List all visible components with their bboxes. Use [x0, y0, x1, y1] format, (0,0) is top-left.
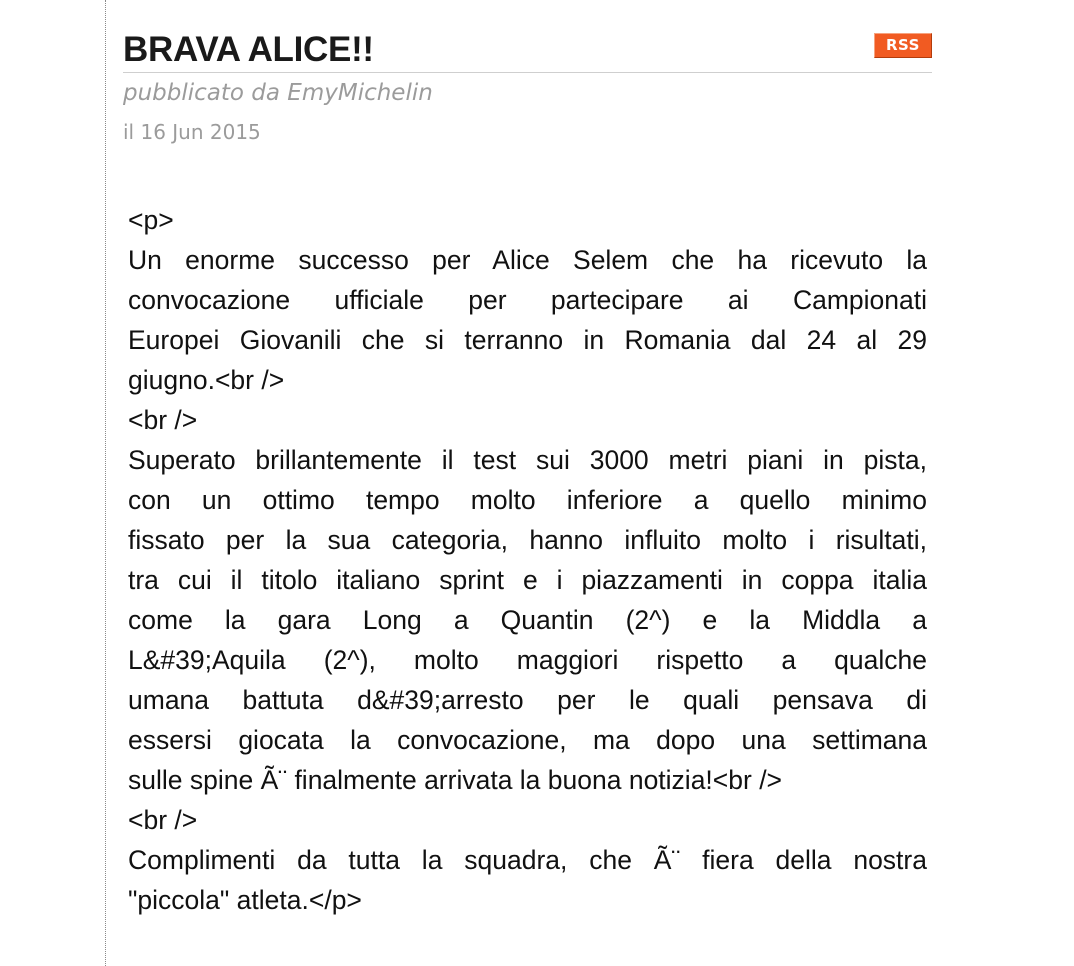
body-line: essersi giocata la convocazione, ma dopo una settimana — [128, 725, 927, 755]
post-header — [123, 28, 932, 73]
post-body — [128, 200, 927, 920]
body-line: Europei Giovanili che si terranno in Romania dal 24 al 29 — [128, 325, 927, 355]
page-left-border — [105, 0, 106, 966]
body-line: <br /> — [128, 405, 198, 435]
body-line: come la gara Long a Quantin (2^) e la Middla a — [128, 605, 927, 635]
body-line: convocazione ufficiale per partecipare ai Campionati — [128, 285, 927, 315]
body-line: L&#39;Aquila (2^), molto maggiori rispetto a qualche — [128, 645, 927, 675]
body-line: <br /> — [128, 805, 198, 835]
post-title: BRAVA ALICE!! — [123, 30, 374, 69]
body-line: umana battuta d&#39;arresto per le quali pensava di — [128, 685, 927, 715]
body-line: <p> — [128, 205, 174, 235]
body-line: tra cui il titolo italiano sprint e i piazzamenti in coppa italia — [128, 565, 927, 595]
body-line: giugno.<br /> — [128, 365, 285, 395]
post-byline: pubblicato da EmyMichelin — [123, 80, 433, 106]
post-date: il 16 Jun 2015 — [123, 120, 261, 144]
body-paragraph-1 — [128, 240, 927, 400]
post-header-block — [123, 28, 932, 145]
body-paragraph-3 — [128, 840, 927, 920]
body-line: sulle spine Ã¨ finalmente arrivata la buona notizia!<br /> — [128, 765, 783, 795]
body-line: "piccola" atleta.</p> — [128, 885, 362, 915]
rss-feed-button[interactable]: RSS — [874, 33, 932, 58]
body-line: Un enorme successo per Alice Selem che ha ricevuto la — [128, 245, 927, 275]
body-paragraph-2 — [128, 440, 927, 800]
body-line: fissato per la sua categoria, hanno influito molto i risultati, — [128, 525, 927, 555]
body-line: Superato brillantemente il test sui 3000 metri piani in pista, — [128, 445, 927, 475]
body-line: con un ottimo tempo molto inferiore a quello minimo — [128, 485, 927, 515]
body-line: Complimenti da tutta la squadra, che Ã¨ fiera della nostra — [128, 845, 927, 875]
